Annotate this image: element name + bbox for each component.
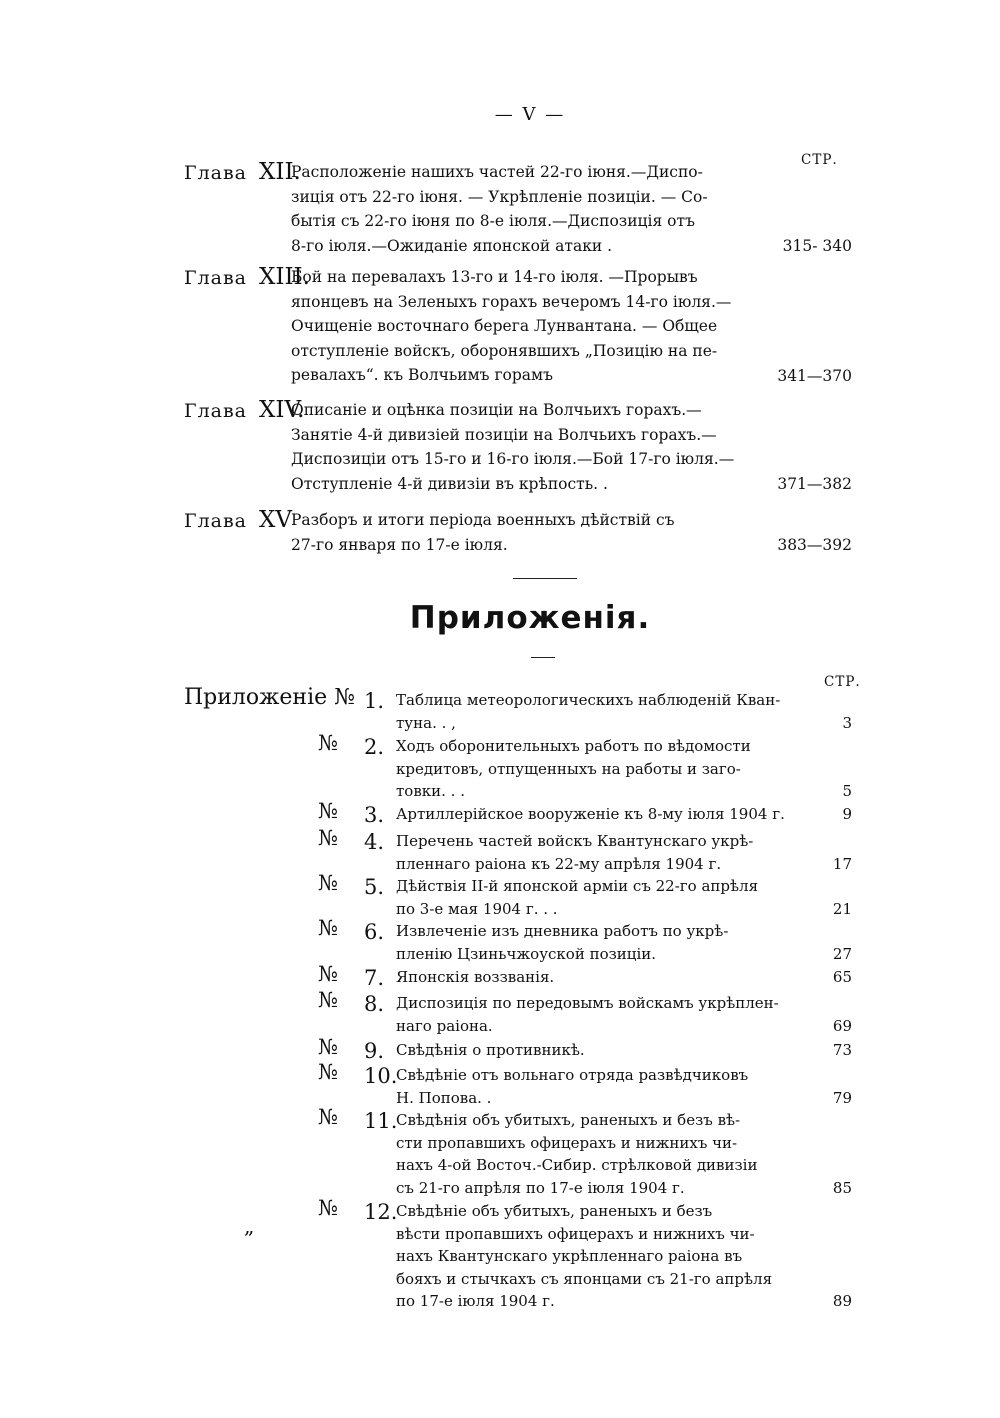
appendix-page: 9 (842, 804, 852, 823)
chapter-line: отступленіе войскъ, оборонявшихъ „Позицію на пе- (291, 341, 718, 360)
appendix-line: Свѣдѣніе отъ вольнаго отряда развѣдчиковъ (396, 1066, 749, 1084)
chapter-numeral: XIV. (259, 397, 305, 423)
chapter-pages: 383—392 (777, 535, 852, 554)
appendix-line: Извлеченіе изъ дневника работъ по укрѣ- (396, 922, 729, 940)
chapter-description (291, 398, 751, 496)
chapter-word: Глава (184, 510, 248, 532)
appendix-page: 65 (832, 967, 852, 986)
chapter-line: 27-го января по 17-е іюля. (291, 535, 508, 554)
chapter-line: японцевъ на Зеленыхъ горахъ вечеромъ 14-го іюля.— (291, 292, 732, 311)
chapter-line: Диспозиціи отъ 15-го и 16-го іюля.—Бой 17-го іюля.— (291, 450, 735, 468)
appendix-line: Таблица метеорологическихъ наблюденій Кван- (396, 691, 781, 709)
appendix-line: по 17-е іюля 1904 г. (396, 1292, 555, 1310)
appendix-line: бояхъ и стычкахъ съ японцами съ 21-го апрѣля (396, 1269, 773, 1288)
appendix-description (396, 966, 808, 989)
appendix-ordinal: 5. (364, 875, 385, 899)
appendix-line: кредитовъ, отпущенныхъ на работы и заго- (396, 759, 741, 778)
chapter-line: 8-го іюля.—Ожиданіе японской атаки . (291, 236, 613, 255)
appendix-ordinal: 12. (364, 1200, 398, 1224)
number-sign: № (318, 871, 338, 895)
appendix-line: Н. Попова. . (396, 1088, 492, 1107)
chapter-line: Очищеніе восточнаго берега Лунвантана. — Общее (291, 317, 718, 335)
appendix-page: 21 (832, 899, 852, 918)
appendix-description (396, 1200, 808, 1313)
appendix-entry (318, 799, 852, 827)
number-sign: № (318, 826, 338, 850)
chapter-pages: 371—382 (777, 474, 852, 493)
number-sign: № (318, 962, 338, 986)
chapter-description (291, 508, 751, 557)
appendix-page: 27 (832, 944, 852, 963)
appendix-line: нахъ 4-ой Восточ.-Сибир. стрѣлковой дивизіи (396, 1156, 758, 1174)
appendix-entry (318, 1035, 852, 1063)
appendix-line: Перечень частей войскъ Квантунскаго укрѣ- (396, 832, 754, 850)
number-sign: № (318, 1060, 338, 1084)
chapter-line: ревалахъ“. къ Волчьимъ горамъ (291, 366, 553, 384)
appendix-line: пленнаго раіона къ 22-му апрѣля 1904 г. (396, 854, 722, 873)
appendix-ordinal: 1. (364, 689, 385, 713)
chapter-word: Глава (184, 267, 248, 289)
number-sign: № (318, 1035, 338, 1059)
appendix-page: 17 (832, 854, 852, 873)
chapter-entry (184, 160, 852, 258)
chapter-line: Отступленіе 4-й дивизіи въ крѣпость. . (291, 474, 608, 493)
chapters-page-column-label: СТР. (801, 152, 838, 168)
appendix-page-column-label: СТР. (824, 674, 861, 690)
appendix-line: Свѣдѣнія объ убитыхъ, раненыхъ и безъ вѣ- (396, 1111, 741, 1129)
section-divider (513, 578, 577, 579)
chapter-description (291, 265, 751, 388)
appendix-entry (318, 1105, 852, 1199)
appendix-entry (318, 871, 852, 920)
appendix-ordinal: 3. (364, 803, 385, 827)
chapter-description (291, 160, 751, 258)
appendix-ordinal: 11. (364, 1109, 398, 1133)
number-sign: № (318, 1196, 338, 1220)
appendix-ordinal: 8. (364, 992, 385, 1016)
appendix-entry (318, 988, 852, 1037)
appendix-page: 85 (832, 1178, 852, 1197)
chapter-word: Глава (184, 400, 248, 422)
appendix-line: Свѣдѣнія о противникѣ. (396, 1041, 585, 1059)
appendix-label: Приложеніе № (184, 685, 355, 710)
appendix-description (396, 920, 808, 965)
chapter-entry (184, 508, 852, 557)
number-sign: № (318, 731, 338, 755)
number-sign: № (318, 916, 338, 940)
appendix-description (396, 992, 808, 1037)
appendix-line: Диспозиція по передовымъ войскамъ укрѣплен- (396, 994, 779, 1012)
chapter-entry (184, 265, 852, 388)
appendix-page: 73 (832, 1040, 852, 1059)
ditto-mark: „ (244, 1214, 255, 1238)
appendix-line: по 3-е мая 1904 г. . . (396, 899, 558, 918)
chapter-line: Разборъ и итоги періода военныхъ дѣйствій съ (291, 511, 675, 529)
chapter-line: Занятіе 4-й дивизіей позиціи на Волчьихъ горахъ.— (291, 425, 717, 444)
appendix-line: Японскія воззванія. (396, 968, 555, 986)
chapter-numeral: XV (259, 507, 292, 533)
appendix-page: 79 (832, 1088, 852, 1107)
appendix-page: 89 (832, 1291, 852, 1310)
chapter-line: Расположеніе нашихъ частей 22-го іюня.—Диспо- (291, 163, 703, 181)
chapter-line: Описаніе и оцѣнка позиціи на Волчьихъ горахъ.— (291, 401, 702, 419)
appendix-description (396, 689, 808, 734)
appendix-line: Ходъ оборонительныхъ работъ по вѣдомости (396, 737, 751, 755)
appendix-ordinal: 4. (364, 830, 385, 854)
appendix-description (396, 1039, 808, 1062)
appendix-page: 3 (842, 713, 852, 732)
appendix-line: Свѣдѣніе объ убитыхъ, раненыхъ и безъ (396, 1202, 713, 1220)
appendix-line: туна. . , (396, 713, 456, 732)
chapter-numeral: XIII. (259, 264, 310, 290)
title-underline (531, 657, 555, 658)
appendix-description (396, 875, 808, 920)
appendix-description (396, 1064, 808, 1109)
appendix-line: Дѣйствія II-й японской арміи съ 22-го апрѣля (396, 877, 759, 895)
appendix-line: товки. . . (396, 782, 465, 800)
chapter-entry (184, 398, 852, 496)
page-number: — V — (494, 104, 566, 125)
appendix-line: вѣсти пропавшихъ офицерахъ и нижнихъ чи- (396, 1224, 755, 1243)
appendix-entry (318, 689, 852, 734)
appendix-entry (318, 1060, 852, 1109)
appendix-page: 69 (832, 1016, 852, 1035)
chapter-word: Глава (184, 162, 248, 184)
number-sign: № (318, 988, 338, 1012)
chapter-pages: 341—370 (777, 366, 852, 385)
appendix-entry (318, 962, 852, 990)
appendix-description (396, 830, 808, 875)
appendix-entry (318, 826, 852, 875)
chapter-line: зиція отъ 22-го іюня. — Укрѣпленіе позиціи. — Со- (291, 187, 708, 206)
appendix-description (396, 735, 808, 803)
appendix-line: нахъ Квантунскаго укрѣпленнаго раіона въ (396, 1247, 743, 1265)
appendix-entry (318, 1196, 852, 1312)
appendix-line: наго раіона. (396, 1016, 493, 1035)
appendix-entry (318, 731, 852, 802)
appendix-entry (318, 916, 852, 965)
chapter-pages: 315- 340 (782, 236, 852, 255)
appendix-line: пленію Цзиньчжоуской позиціи. (396, 944, 657, 963)
appendix-page: 5 (842, 781, 852, 800)
appendix-line: сти пропавшихъ офицерахъ и нижнихъ чи- (396, 1133, 738, 1152)
appendix-ordinal: 2. (364, 735, 385, 759)
chapter-line: бытія съ 22-го іюня по 8-е іюля.—Диспозиція отъ (291, 212, 695, 230)
appendix-ordinal: 7. (364, 966, 385, 990)
chapter-numeral: XII. (259, 159, 301, 185)
number-sign: № (318, 1105, 338, 1129)
appendix-ordinal: 6. (364, 920, 385, 944)
number-sign: № (318, 799, 338, 823)
appendix-description (396, 1109, 808, 1199)
appendix-ordinal: 9. (364, 1039, 385, 1063)
appendix-description (396, 803, 808, 826)
chapter-line: Бой на перевалахъ 13-го и 14-го іюля. —Прорывъ (291, 268, 698, 286)
appendix-line: Артиллерійское вооруженіе къ 8-му іюля 1904 г. (396, 805, 785, 823)
appendix-ordinal: 10. (364, 1064, 398, 1088)
appendix-line: съ 21-го апрѣля по 17-е іюля 1904 г. (396, 1178, 685, 1197)
appendix-title: Приложенія. (409, 600, 651, 636)
